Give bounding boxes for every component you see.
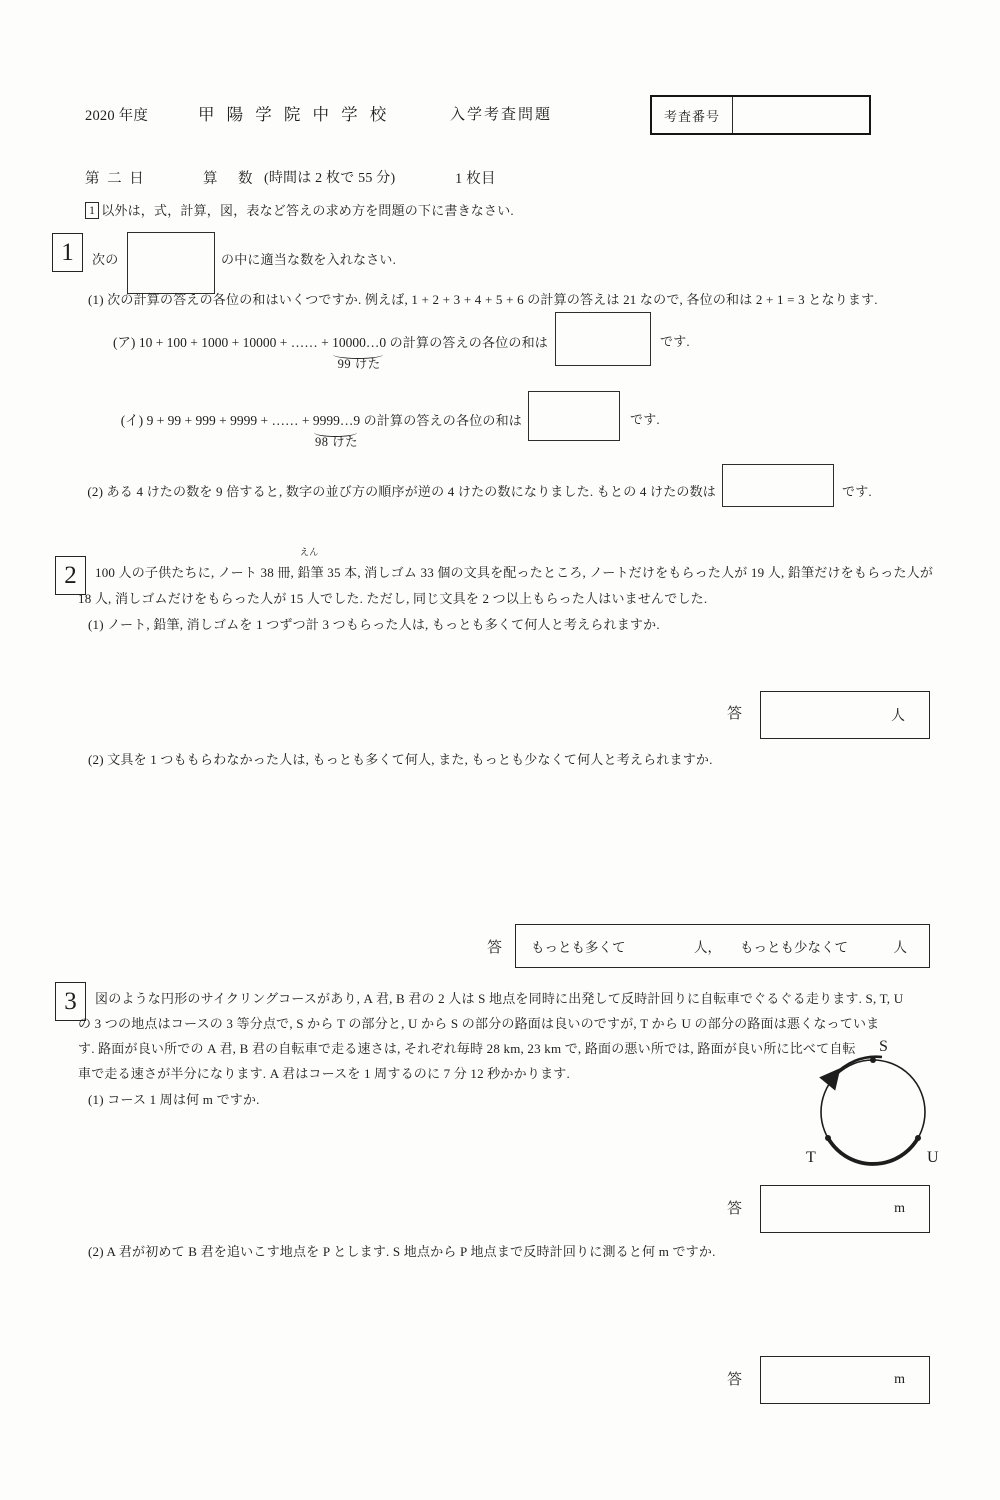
q1-parta-post: の計算の答えの各位の和は xyxy=(386,335,548,350)
q3-number: 3 xyxy=(55,982,86,1021)
q2-part2-text: (2) 文具を 1 つももらわなかった人は, もっとも多くて何人, また, もっとも少なくて何人と考えられますか. xyxy=(88,752,713,767)
q1-partb-label: (イ) xyxy=(120,413,144,428)
sheet-label: 1 枚目 xyxy=(455,171,496,187)
q2-number: 2 xyxy=(55,556,86,595)
instruction-line xyxy=(85,200,514,219)
q2-part1-answer-unit: 人 xyxy=(891,709,905,724)
exam-number-field[interactable] xyxy=(733,97,869,133)
q3-part1-answer-unit: m xyxy=(894,1201,905,1216)
q1-number: 1 xyxy=(52,233,83,272)
q1-blank-box[interactable] xyxy=(127,232,215,294)
q1-partb-answer-box[interactable] xyxy=(528,391,620,441)
q1-parta-underbraced-term: 10000…0 99 けた xyxy=(332,335,387,371)
q1-intro-post: の中に適当な数を入れなさい. xyxy=(221,252,397,267)
q1-partb-unit: です. xyxy=(630,412,660,427)
q1-intro-pre: 次の xyxy=(92,252,119,267)
point-s-dot xyxy=(870,1057,876,1063)
q3-line2: の 3 つの地点はコースの 3 等分点で, S から T の部分と, U から S の部分の路面は良いのですが, T から U の部分の路面は悪くなっていま xyxy=(78,1016,880,1031)
school-name: 甲 陽 学 院 中 学 校 xyxy=(198,105,391,124)
q1-part2-answer-box[interactable] xyxy=(722,464,834,507)
q1-parta-label: (ア) xyxy=(112,335,136,350)
exam-title: 入学考査問題 xyxy=(450,107,553,123)
q3-line3: す. 路面が良い所での A 君, B 君の自転車で走る速さは, それぞれ毎時 28 km, 23 km で, 路面の悪い所では, 路面が良い所に比べて自転 xyxy=(78,1041,856,1056)
q1-partb-post: の計算の答えの各位の和は xyxy=(360,413,522,428)
point-u-dot xyxy=(915,1135,921,1141)
q1-parta-digit-count: 99 けた xyxy=(337,357,381,371)
point-t-label: T xyxy=(806,1149,816,1166)
q3-part2-text: (2) A 君が初めて B 君を追いこす地点を P とします. S 地点から P 地点まで反時計回りに測ると何 m ですか. xyxy=(88,1244,716,1259)
q3-line1: 図のような円形のサイクリングコースがあり, A 君, B 君の 2 人は S 地点を同時に出発して反時計回りに自転車でぐるぐる走ります. S, T, U xyxy=(95,991,904,1006)
q1-partb-line xyxy=(120,409,522,449)
time-label: (時間は 2 枚で 55 分) xyxy=(264,171,396,186)
q3-part2-answer-label: 答 xyxy=(727,1372,744,1388)
subject-label: 算 数 xyxy=(203,171,256,187)
q1-part1-text: (1) 次の計算の答えの各位の和はいくつですか. 例えば, 1 + 2 + 3 + 4 + 5 + 6 の計算の答えは 21 なので, 各位の和は 2 + 1 = 3 となります. xyxy=(88,292,878,307)
q1-part2-text: (2) ある 4 けたの数を 9 倍すると, 数字の並び方の順序が逆の 4 けたの数になりました. もとの 4 けたの数は xyxy=(87,484,716,499)
q2-part1-text: (1) ノート, 鉛筆, 消しゴムを 1 つずつ計 3 つもらった人は, もっとも多くて何人と考えられますか. xyxy=(88,617,660,632)
cycling-course-diagram xyxy=(783,1036,968,1191)
q2-line2: 18 人, 消しゴムだけをもらった人が 15 人でした. ただし, 同じ文具を 2 つ以上もらった人はいませんでした. xyxy=(78,591,708,606)
instruction-boxed-number: 1 xyxy=(85,202,99,219)
answer-most-label: もっとも多くて xyxy=(531,940,626,955)
q2-part2-answer-box[interactable] xyxy=(515,924,930,968)
exam-number-box xyxy=(650,95,871,135)
q2-part1-answer-box[interactable] xyxy=(760,691,930,739)
q1-parta-line xyxy=(112,331,548,371)
q1-partb-digit-count: 98 けた xyxy=(314,435,359,449)
q1-parta-unit: です. xyxy=(660,334,690,349)
q1-partb-underbraced-term: 9999…9 98 けた xyxy=(312,413,361,449)
q1-partb-expression: 9 + 99 + 999 + 9999 + …… + xyxy=(146,413,313,428)
point-t-dot xyxy=(825,1135,831,1141)
q3-part1-answer-label: 答 xyxy=(727,1201,744,1217)
q3-line4: 車で走る速さが半分になります. A 君はコースを 1 周するのに 7 分 12 秒かかります. xyxy=(78,1066,570,1081)
answer-least-label: もっとも少なくて xyxy=(740,940,848,955)
year-label: 2020 年度 xyxy=(85,108,149,124)
point-u-label: U xyxy=(927,1149,939,1166)
q2-part2-answer-label: 答 xyxy=(487,940,504,956)
q1-parta-expression: 10 + 100 + 1000 + 10000 + …… + xyxy=(138,335,333,350)
day-label: 第 二 日 xyxy=(85,171,146,187)
q3-part2-answer-unit: m xyxy=(894,1372,905,1387)
answer-person-comma: 人， xyxy=(694,940,721,955)
q3-part1-text: (1) コース 1 周は何 m ですか. xyxy=(88,1092,260,1107)
q2-part1-answer-label: 答 xyxy=(727,706,744,722)
bad-road-arc xyxy=(828,1138,918,1164)
q1-parta-answer-box[interactable] xyxy=(555,312,651,366)
q3-part1-answer-box[interactable] xyxy=(760,1185,930,1233)
instruction-text: 以外は，式，計算，図，表など答えの求め方を問題の下に書きなさい. xyxy=(101,203,514,218)
exam-number-label: 考査番号 xyxy=(652,97,733,133)
point-s-label: S xyxy=(879,1038,888,1055)
q3-part2-answer-box[interactable] xyxy=(760,1356,930,1404)
q2-line1: 100 人の子供たちに, ノート 38 冊, 鉛筆 35 本, 消しゴム 33 個の文具を配ったところ, ノートだけをもらった人が 19 人, 鉛筆だけをもらった人が xyxy=(95,565,934,580)
q2-furigana: えん xyxy=(300,547,319,557)
q1-part2-unit: です. xyxy=(842,484,872,499)
answer-person-unit: 人 xyxy=(893,940,907,955)
